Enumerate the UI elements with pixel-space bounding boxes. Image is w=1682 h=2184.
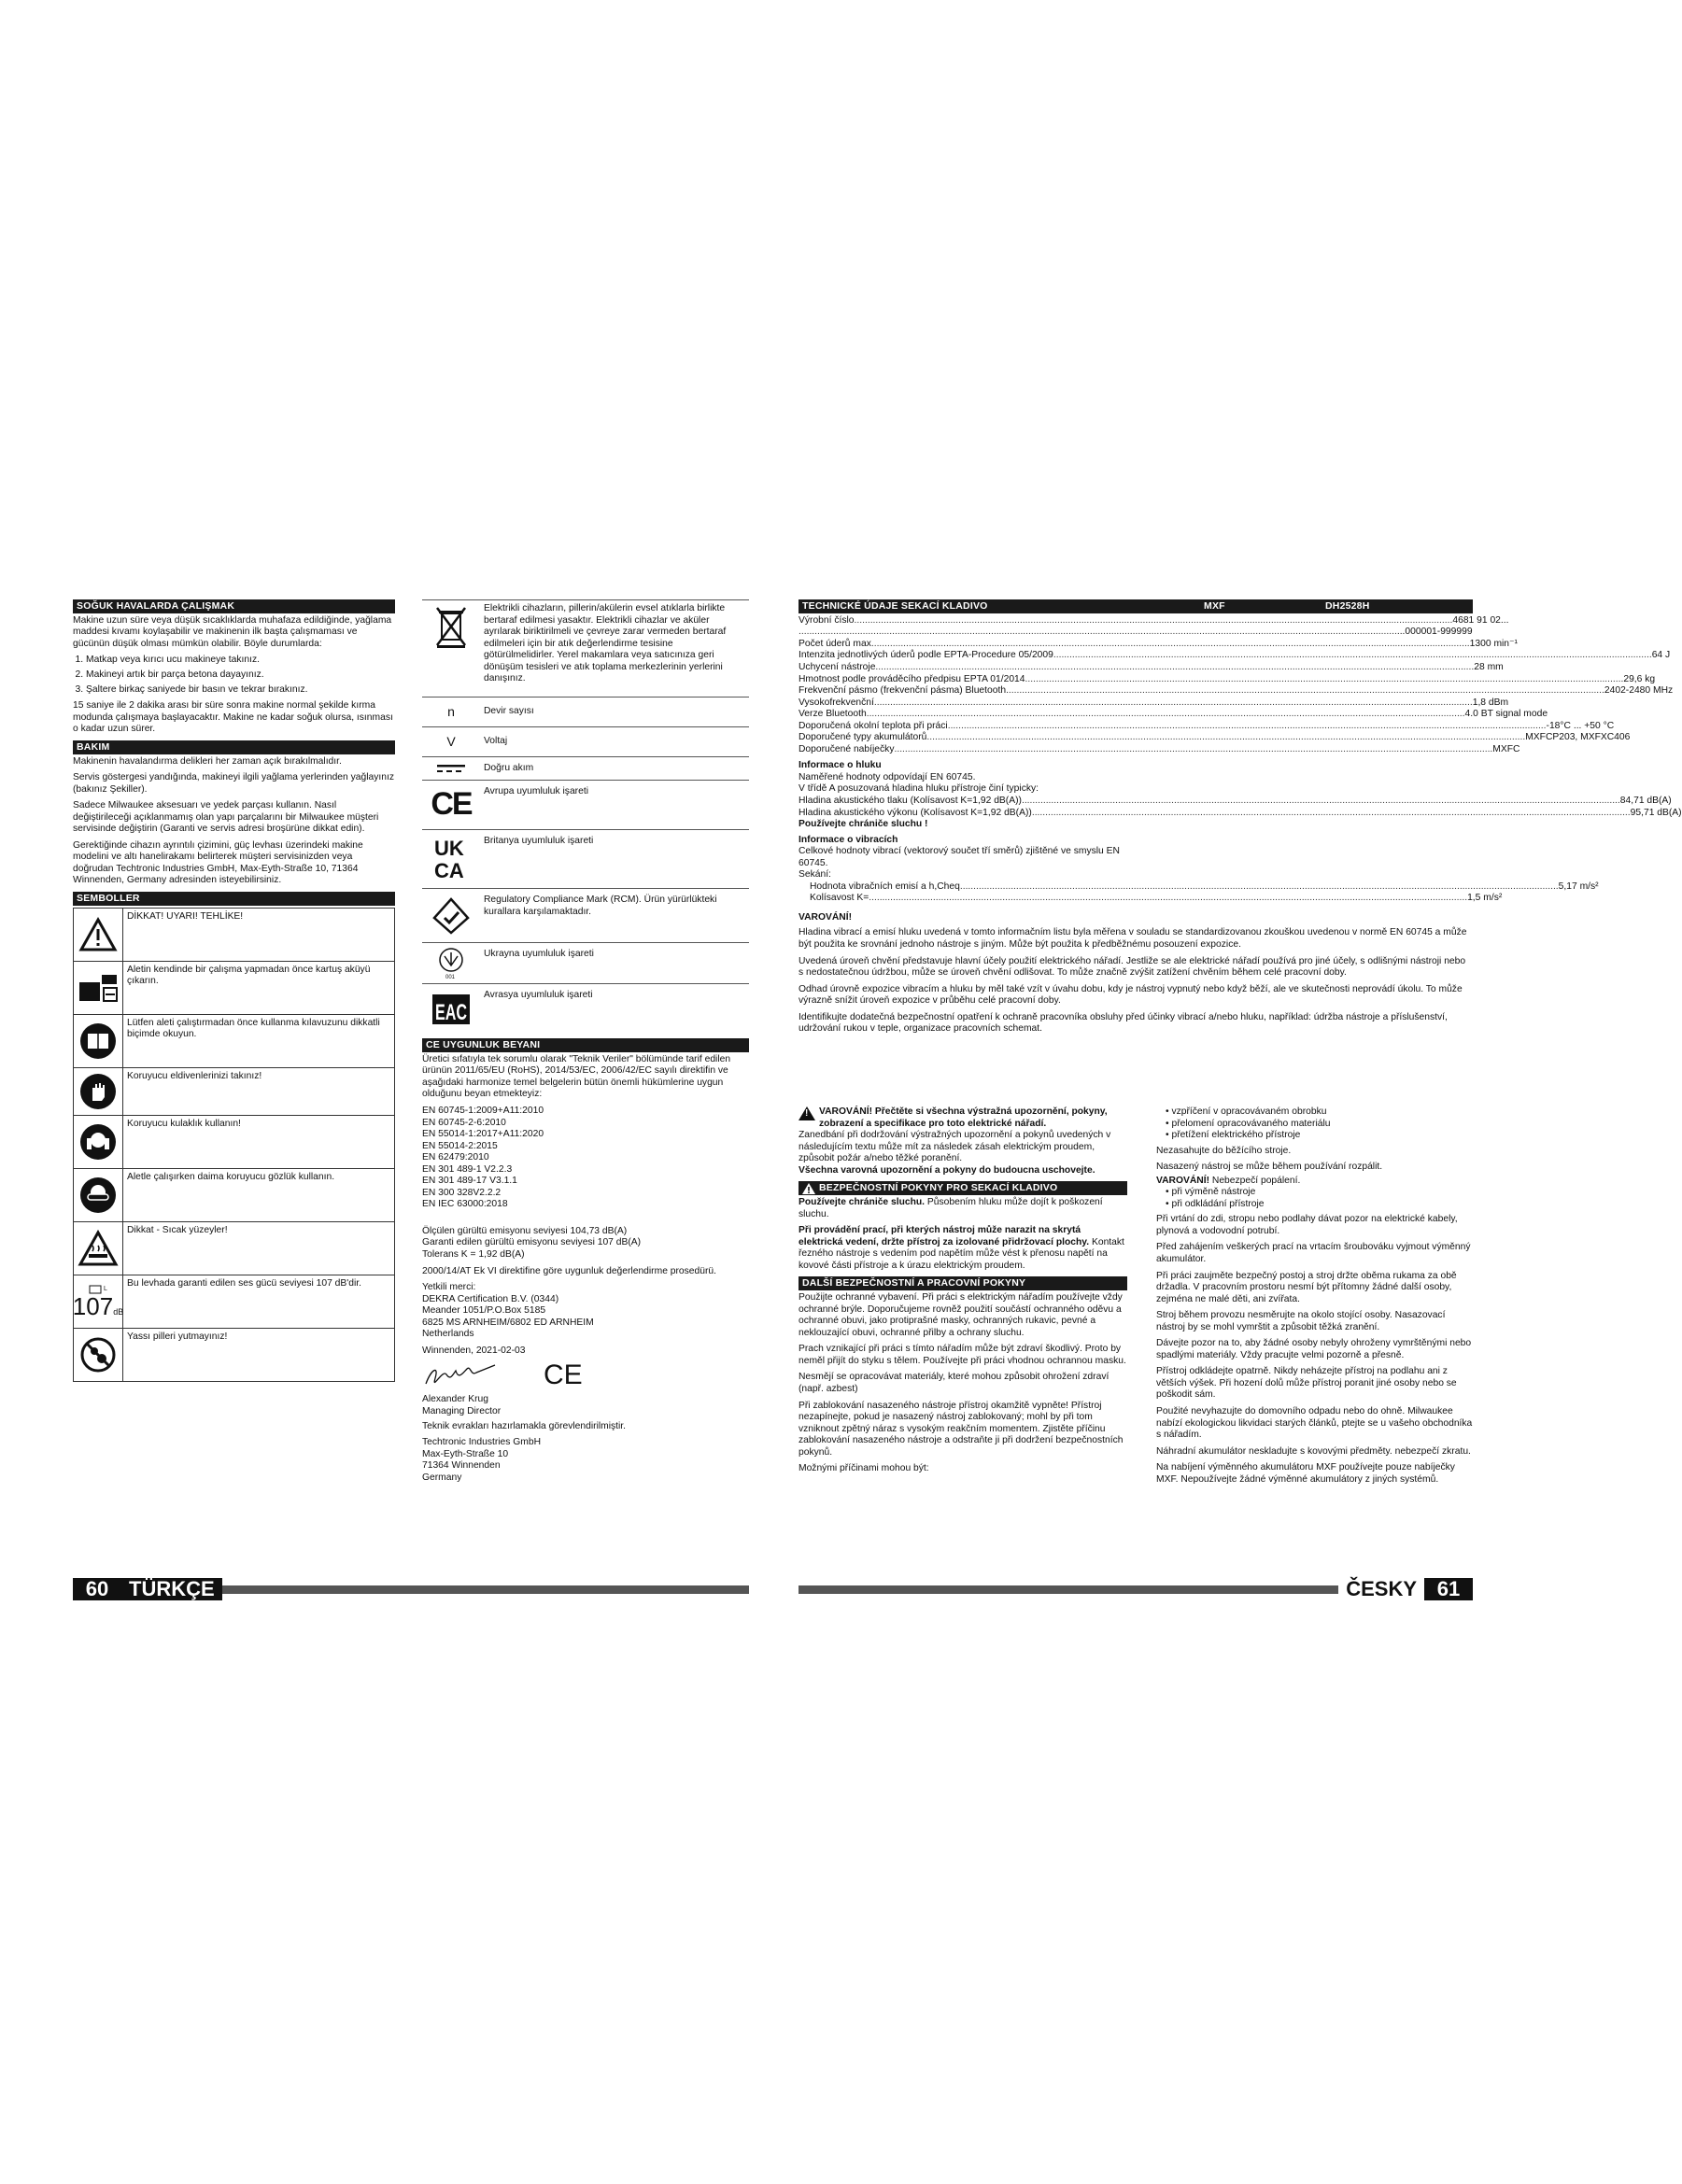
noise-value: 95,71 dB(A) <box>1630 807 1682 818</box>
notified-body <box>422 1282 749 1341</box>
bullet-item: • přelomení opracovávaného materiálu <box>1166 1119 1473 1131</box>
warning-triangle-icon <box>799 1106 815 1120</box>
symbol-text: DİKKAT! UYARI! TEHLİKE! <box>127 910 244 922</box>
read-warning-block <box>799 1106 1127 1130</box>
remove-battery-icon <box>74 962 123 1014</box>
vibration-row <box>799 881 1599 894</box>
vibration-title: Informace o vibracích <box>799 834 898 845</box>
body-line: DEKRA Certification B.V. (0344) <box>422 1293 559 1304</box>
symbol-row <box>422 830 749 889</box>
noise-row <box>799 796 1672 808</box>
symbols-table <box>73 908 395 1382</box>
bullet-item: • vzpříčení v opracovávaném obrobku <box>1166 1106 1473 1119</box>
cold-steps <box>73 655 395 696</box>
direct-current-icon <box>422 757 480 780</box>
standard-item: EN 60745-1:2009+A11:2010 <box>422 1105 544 1116</box>
company-line: Max-Eyth-Straße 10 <box>422 1448 509 1459</box>
tech-value: 28 mm <box>1474 661 1504 672</box>
tech-value: 4.0 BT signal mode <box>1464 709 1548 720</box>
symbol-text: Avrupa uyumluluk işareti <box>484 786 588 796</box>
cold-step: 3. Şaltere birkaç saniyede bir basın ve tekrar bırakınız. <box>86 684 395 697</box>
cold-step: 2. Makineyi artık bir parça betona dayayınız. <box>86 669 395 682</box>
paragraph: Náhradní akumulátor neskladujte s kovovými předměty. nebezpečí zkratu. <box>1156 1445 1471 1457</box>
safety-title: BEZPEČNOSTNÍ POKYNY PRO SEKACÍ KLADIVO <box>819 1182 1058 1194</box>
bullet-item: • přetížení elektrického přístroje <box>1166 1130 1473 1142</box>
tech-value: 4681 91 02... <box>1452 614 1509 626</box>
symbol-row <box>74 1116 394 1169</box>
symbol-text: Devir sayısı <box>484 706 534 716</box>
tech-col-mxf: MXF <box>1204 600 1225 612</box>
vibration-row <box>799 893 1503 905</box>
symbol-text: Dikkat - Sıcak yüzeyler! <box>127 1224 228 1235</box>
standard-item: EN 55014-1:2017+A11:2020 <box>422 1129 544 1140</box>
vibration-line: Celkové hodnoty vibrací (vektorový součet tří směrů) zjištěné ve smyslu EN 60745. <box>799 846 1120 868</box>
body-line: Meander 1051/P.O.Box 5185 <box>422 1305 546 1317</box>
symbol-row <box>422 599 749 697</box>
tech-label: Vysokofrekvenční <box>799 697 874 708</box>
company-line: 71364 Winnenden <box>422 1460 501 1472</box>
symbols-table-2 <box>422 599 749 1035</box>
further-paragraph: Možnými příčinami mohou být: <box>799 1463 929 1474</box>
noise-value: 84,71 dB(A) <box>1619 796 1672 806</box>
warning-paragraph: Odhad úrovně expozice vibracím a hluku by měl také vzít v úvahu dobu, kdy je nástroj vypnutý nebo když běží, ale ve skutečnosti neprovádí úkolu. To může výrazně snížit úroveň expozice v průběhu celé pracovní doby. <box>799 983 1463 1007</box>
ce-mark-icon: CE <box>431 786 472 823</box>
signer-name: Alexander Krug <box>422 1394 488 1405</box>
tech-row <box>799 743 1520 756</box>
ear-bold: Používejte chrániče sluchu. <box>799 1197 926 1208</box>
symbol-row <box>74 1329 394 1382</box>
body-line: 6825 MS ARNHEIM/6802 ED ARNHEIM <box>422 1317 594 1328</box>
sound-label-l: L <box>104 1286 107 1293</box>
bakim-p1: Makinenin havalandırma delikleri her zaman açık bırakılmalıdır. <box>73 755 342 767</box>
section-heading-bakim: BAKIM <box>73 740 395 754</box>
symbol-row <box>422 943 749 984</box>
tech-col-model: DH2528H <box>1325 600 1370 612</box>
tech-label: Doporučené typy akumulátorů <box>799 732 927 743</box>
page-number: 60 <box>73 1578 121 1600</box>
noise-label: Hladina akustického výkonu (Kolísavost K=1,92 dB(A)) <box>799 807 1032 818</box>
tech-label: Frekvenční pásmo (frekvenční pásma) Bluetooth <box>799 685 1007 697</box>
bakim-p4: Gerektiğinde cihazın ayrıntılı çizimini, güç levhası üzerindeki makine modelini ve altı hanelirakamı belirterek müşteri servisinizden veya doğrudan Techtronic Industries GmbH, Max-Eyth-Straße 10, 71364 Winnenden, Germany adresinden isteyebilirsiniz. <box>73 839 363 886</box>
eac-mark-icon <box>422 984 480 1035</box>
further-paragraph: Nesmějí se opracovávat materiály, které mohou způsobit ohrožení zdraví (např. azbest) <box>799 1372 1110 1394</box>
ear-protection-paragraph <box>799 1197 1127 1220</box>
noise-line: V třídě A posuzovaná hladina hluku přístroje činí typicky: <box>799 783 1039 795</box>
burn-warning-text: Nebezpečí popálení. <box>1209 1175 1301 1186</box>
noise-measured: Ölçülen gürültü emisyonu seviyesi 104,73 dB(A) <box>422 1225 628 1236</box>
cold-outro: 15 saniye ile 2 dakika arası bir süre sonra makine normal şekilde kırma modunda çalışmaya başlayacaktır. Makine ne kadar soğuk olursa, ısınması o kadar uzun sürer. <box>73 700 393 735</box>
noise-label: Hladina akustického tlaku (Kolísavost K=1,92 dB(A)) <box>799 796 1022 806</box>
ear-text: Působením hluku může dojít k poškození sluchu. <box>799 1197 1103 1219</box>
goggles-icon <box>74 1169 123 1221</box>
tech-label: Verze Bluetooth <box>799 709 867 720</box>
symbol-row <box>422 889 749 943</box>
paragraph: Při práci zaujměte bezpečný postoj a stroj držte oběma rukama za obě držadla. V pracovním prostoru nesmí být přítomny žádné další osoby, zejména ne malé děti, ani zvířata. <box>1156 1270 1457 1304</box>
read-warning-text: Zanedbání při dodržování výstražných upozornění a pokynů uvedených v následujícím textu může mít za následek zásah elektrickým proudem, způsobit požár a/nebo těžké poranění. <box>799 1130 1111 1164</box>
noise-line: Naměřené hodnoty odpovídají EN 60745. <box>799 771 976 782</box>
sound-level-unit: dB <box>113 1306 124 1317</box>
gloves-icon <box>74 1068 123 1115</box>
standard-item: EN 55014-2:2015 <box>422 1140 498 1151</box>
paragraph: Použité nevyhazujte do domovního odpadu nebo do ohně. Milwaukee nabízí ekologickou likvidaci starých článků, ptejte se u vašeho obchodníka s nářadím. <box>1156 1406 1473 1441</box>
right-tech-block <box>799 599 1682 1040</box>
paragraph: Nasazený nástroj se může během používání rozpálit. <box>1156 1162 1383 1173</box>
symbol-row <box>74 1068 394 1116</box>
vibration-value: 5,17 m/s² <box>1558 881 1599 892</box>
paragraph: Při vrtání do zdi, stropu nebo podlahy dávat pozor na elektrické kabely, plynová a vodovodní potrubí. <box>1156 1214 1458 1236</box>
left-footer <box>73 1578 749 1600</box>
page-language: ČESKY <box>1338 1578 1424 1600</box>
noise-guaranteed: Garanti edilen gürültü emisyonu seviyesi 107 dB(A) <box>422 1237 642 1248</box>
further-paragraph: Při zablokování nasazeného nástroje přístroj okamžitě vypněte! Přístroj nezapínejte, pokud je nasazený nástroj zablokovaný; mohl by při tom vzniknout zpětný náraz s vysokým reakčním momentem. Zjistěte příčinu zablokování nasazeného nástroje a odstraňte ji při dodržení bezpečnostních pokynů. <box>799 1400 1124 1458</box>
tech-value: MXFC <box>1492 743 1520 754</box>
hidden-wires-paragraph <box>799 1225 1127 1272</box>
body-line: Netherlands <box>422 1329 474 1340</box>
warning-paragraph: Hladina vibrací a emisí hluku uvedená v tomto informačním listu byla měřena v souladu se standardizovanou zkouškou uvedenou v normě EN 60745 a může být použita ke srovnání jednoho nástroje s jiným. Může být použita k předběžnému posouzení expozice. <box>799 927 1467 951</box>
read-manual-icon <box>74 1015 123 1067</box>
noise-procedure: 2000/14/AT Ek VI direktifine göre uygunluk değerlendirme prosedürü. <box>422 1265 717 1276</box>
symbol-text: Bu levhada garanti edilen ses gücü seviyesi 107 dB'dir. <box>127 1277 361 1289</box>
paragraph: Dávejte pozor na to, aby žádné osoby nebyly ohroženy vymrštěnými nebo spadlými materiály. Vždy pracujte velmi pozorně a přesně. <box>1156 1338 1472 1360</box>
section-heading-semboller: SEMBOLLER <box>73 892 395 906</box>
tech-row <box>799 673 1656 686</box>
section-heading-ce: CE UYGUNLUK BEYANI <box>422 1038 749 1052</box>
symbol-text: Koruyucu eldivenlerinizi takınız! <box>127 1070 262 1081</box>
section-heading-safety <box>799 1181 1127 1195</box>
symbol-row <box>422 984 749 1035</box>
paragraph: Nezasahujte do běžícího stroje. <box>1156 1145 1292 1156</box>
bullet-list-2 <box>1156 1187 1473 1210</box>
symbol-text: Aletle çalışırken daima koruyucu gözlük kullanın. <box>127 1171 335 1182</box>
read-warning-bold: VAROVÁNÍ! Přečtěte si všechna výstražná upozornění, pokyny, zobrazení a specifikace pro toto elektrické nářadí. <box>819 1106 1108 1129</box>
tech-data-title: TECHNICKÉ ÚDAJE SEKACÍ KLADIVO <box>802 600 988 612</box>
ukca-mark-icon <box>422 830 480 888</box>
hidden-text: Kontakt řezného nástroje s vedením pod napětím může vést k přenosu napětí na kovové části přístroje a k úrazu elektrickým proudem. <box>799 1236 1124 1271</box>
ce-mark: CE <box>544 1360 583 1391</box>
paragraph: Na nabíjení výměnného akumulátoru MXF používejte pouze nabíječky MXF. Nepoužívejte žádné výměnné akumulátory z jiných systémů. <box>1156 1462 1455 1485</box>
warning-triangle-icon <box>74 909 123 961</box>
page-language: TÜRKÇE <box>121 1578 222 1600</box>
symbol-text: Voltaj <box>484 736 508 746</box>
tech-value: -18°C ... +50 °C <box>1546 720 1615 731</box>
tech-label: Intenzita jednotlivých úderů podle EPTA-Procedure 05/2009 <box>799 650 1053 661</box>
sound-level-value: 107 <box>72 1291 114 1320</box>
warning-paragraph: Uvedená úroveň chvění představuje hlavní účely použití elektrického nářadí. Jestliže se ale elektrické nářadí používá pro jiné účely, s odlišnými nástroji nebo s nedostatečnou údržbou, může se úroveň chvění odlišovat. To může značně zvýšit zatížení chvěním během celé pracovní doby. <box>799 955 1466 979</box>
tech-value: 29,6 kg <box>1623 673 1656 684</box>
symbol-row <box>74 1222 394 1275</box>
tech-row <box>799 614 1509 627</box>
left-col-2 <box>422 599 749 1484</box>
authorized-text: Teknik evrakları hazırlamakla görevlendirilmiştir. <box>422 1421 627 1432</box>
left-col-1 <box>73 599 395 1382</box>
paragraph: Stroj během provozu nesměrujte na okolo stojící osoby. Nasazovací nástroj by se mohl vymrštit a způsobit těžká zranění. <box>1156 1310 1446 1332</box>
tech-value: 64 J <box>1651 650 1671 661</box>
tech-row <box>799 685 1674 697</box>
svg-text:001: 001 <box>445 974 456 980</box>
company-line: Techtronic Industries GmbH <box>422 1437 542 1448</box>
tech-table <box>799 614 1682 905</box>
bullet-item: • při výměně nástroje <box>1166 1187 1473 1199</box>
tech-row <box>799 650 1671 662</box>
right-col-a <box>799 1106 1127 1480</box>
no-fire-battery-icon <box>74 1329 123 1381</box>
symbol-text: Regulatory Compliance Mark (RCM). Ürün yürürlükteki kurallara karşılamaktadır. <box>484 895 717 917</box>
company-line: Germany <box>422 1472 462 1483</box>
signer-title: Managing Director <box>422 1405 502 1416</box>
signature-image <box>422 1360 506 1391</box>
declaration-date: Winnenden, 2021-02-03 <box>422 1345 526 1356</box>
hidden-bold: Při provádění prací, při kterých nástroj může narazit na skrytá elektrická vedení, držte přístroj za izolované přidržovací plochy. <box>799 1225 1090 1247</box>
symbol-row <box>422 757 749 781</box>
tech-label: Uchycení nástroje <box>799 661 876 672</box>
svg-text:UK: UK <box>434 837 464 860</box>
noise-ear-warning: Používejte chrániče sluchu ! <box>799 819 928 830</box>
tech-data-header <box>799 599 1473 613</box>
sound-level-icon <box>74 1275 123 1328</box>
burn-warning-bold: VAROVÁNÍ! <box>1156 1175 1210 1186</box>
symbol-row <box>422 727 749 757</box>
signature-row <box>422 1357 749 1394</box>
ukraine-mark-icon <box>422 943 480 983</box>
symbol-row <box>74 962 394 1015</box>
standard-item: EN 60745-2-6:2010 <box>422 1117 506 1128</box>
tech-value: 1,8 dBm <box>1472 697 1509 708</box>
paragraph: Přístroj odkládejte opatrně. Nikdy neházejte přístroj na podlahu ani z větších výšek. Při hození dolů může přístroj poranit jiné osoby nebo se poškodit sám. <box>1156 1366 1457 1401</box>
symbol-row <box>74 1015 394 1068</box>
voltage-icon: V <box>446 733 456 749</box>
standard-item: EN 301 489-1 V2.2.3 <box>422 1163 513 1175</box>
noise-tolerance: Tolerans K = 1,92 dB(A) <box>422 1249 525 1260</box>
further-paragraph: Prach vznikající při práci s tímto nářadím může být zdraví škodlivý. Proto by neměl přijít do styku s tělem. Používejte při práci vhodnou ochrannou masku. <box>799 1344 1126 1366</box>
symbol-text: Lütfen aleti çalıştırmadan önce kullanma kılavuzunu dikkatli biçimde okuyun. <box>127 1017 380 1040</box>
symbol-text: Yassı pilleri yutmayınız! <box>127 1331 228 1342</box>
standard-item: EN IEC 63000:2018 <box>422 1199 508 1210</box>
standard-item: EN 301 489-17 V3.1.1 <box>422 1176 517 1187</box>
tech-label: Doporučené nabíječky <box>799 743 895 754</box>
symbol-text: Britanya uyumluluk işareti <box>484 836 594 846</box>
hot-surface-icon <box>74 1222 123 1275</box>
symbol-text: Doğru akım <box>484 763 534 773</box>
tech-row <box>799 627 1473 639</box>
tech-row <box>799 720 1615 733</box>
warning-triangle-icon <box>802 1183 815 1194</box>
symbol-row <box>74 909 394 962</box>
tech-value: 2402-2480 MHz <box>1604 685 1674 697</box>
cold-step: 1. Matkap veya kırıcı ucu makineye takınız. <box>86 655 395 667</box>
tech-row <box>799 661 1504 674</box>
vibration-label: Kolísavost K= <box>810 893 869 904</box>
tech-value: MXFCP203, MXFXC406 <box>1525 732 1631 743</box>
vibration-label: Hodnota vibračních emisí a h,Cheq <box>810 881 960 892</box>
read-warning-keep: Všechna varovná upozornění a pokyny do budoucna uschovejte. <box>799 1164 1095 1176</box>
crossed-bin-icon <box>422 600 480 697</box>
bullet-list-1 <box>1156 1106 1473 1142</box>
symbol-text: Aletin kendinde bir çalışma yapmadan önce kartuş aküyü çıkarın. <box>127 964 371 987</box>
right-footer <box>799 1578 1473 1600</box>
symbol-row <box>74 1169 394 1222</box>
ce-intro: Üretici sıfatıyla tek sorumlu olarak "Teknik Veriler" bölümünde tarif edilen ürünün 2011/65/EU (RoHS), 2014/53/EC, 2006/42/EC sayılı direktifin ve aşağıdaki harmonize temel belgelerin bütün önemli hükümlerine uygun olduğunu beyan etmekteyiz: <box>422 1053 731 1100</box>
noise-row <box>799 807 1682 820</box>
tech-value: ...000001-999999 <box>1396 627 1473 638</box>
bullet-item: • při odkládání přístroje <box>1166 1199 1473 1211</box>
tech-label: Počet úderů max <box>799 638 871 649</box>
tech-row <box>799 732 1631 744</box>
vibration-value: 1,5 m/s² <box>1467 893 1503 904</box>
bakim-p2: Servis göstergesi yandığında, makineyi ilgili yağlama yerlerinden yağlayınız (bakınız Şekiller). <box>73 772 394 795</box>
body-line: Yetkili merci: <box>422 1282 476 1293</box>
symbol-row <box>422 781 749 830</box>
rcm-mark-icon <box>422 889 480 942</box>
vibration-line: Sekání: <box>799 869 831 881</box>
symbol-text: Avrasya uyumluluk işareti <box>484 990 593 1000</box>
tech-label: Výrobní číslo <box>799 614 855 626</box>
symbol-row <box>74 1275 394 1329</box>
further-paragraph: Použijte ochranné vybavení. Při práci s elektrickým nářadím používejte vždy ochranné brýle. Doporučujeme rovněž použití součástí ochranného oděvu a ochranné obuvi, jako protiprašné masky, ochranných rukavic, pevné a neklouzající obuvi, ochranné přilby a ochrany sluchu. <box>799 1292 1123 1338</box>
standard-item: EN 62479:2010 <box>422 1152 489 1163</box>
section-heading-cold: SOĞUK HAVALARDA ÇALIŞMAK <box>73 599 395 613</box>
noise-info-title: Informace o hluku <box>799 760 882 771</box>
tech-row <box>799 638 1518 651</box>
weee-text: Elektrikli cihazların, pillerin/akülerin evsel atıklarla birlikte bertaraf edilmesi yasaktır. Elektrikli cihazlar ve aküler ayrılarak biriktirilmeli ve çevreye zarar vermeden bertaraf edilmeleri için bir atık değerlendirme tesisine götürülmelidirler. Yerel makamlara veya satıcınıza geri dönüşüm tesisleri ve atık toplama merkezlerinin yerlerini danışınız. <box>484 603 727 684</box>
symbol-row <box>422 697 749 727</box>
tech-row <box>799 697 1509 710</box>
svg-text:CA: CA <box>434 859 464 882</box>
ear-protection-icon <box>74 1116 123 1168</box>
cold-intro: Makine uzun süre veya düşük sıcaklıklarda muhafaza edildiğinde, yağlama maddesi kıvamı koylaşabilir ve makinenin ilk başta çalışmaması ve gücünün düşük olması mümkün olabilir. Böyle durumlarda: <box>73 614 392 649</box>
symbol-text: Ukrayna uyumluluk işareti <box>484 949 594 959</box>
page-number: 61 <box>1424 1578 1473 1600</box>
standards-list <box>422 1106 749 1211</box>
symbol-text: Koruyucu kulaklık kullanın! <box>127 1118 241 1129</box>
burn-warning <box>1156 1176 1473 1188</box>
tech-value: 1300 min⁻¹ <box>1469 638 1518 649</box>
tech-label: Hmotnost podle prováděcího předpisu EPTA 01/2014 <box>799 673 1025 684</box>
right-col-b <box>1156 1106 1473 1490</box>
paragraph: Před zahájením veškerých prací na vrtacím šroubováku vyjmout výměnný akumulátor. <box>1156 1242 1471 1265</box>
warning-paragraph: Identifikujte dodatečná bezpečnostní opatření k ochraně pracovníka obsluhy před účinky vibrací a/nebo hluku, například: údržba nástroje a příslušenství, udržování rukou v teple, organizace pracovních schemat. <box>799 1011 1448 1035</box>
rpm-icon: n <box>447 703 455 719</box>
standard-item: EN 300 328V2.2.2 <box>422 1187 502 1198</box>
tech-label: Doporučená okolní teplota při práci <box>799 720 948 731</box>
warning-heading: VAROVÁNÍ! <box>799 911 853 923</box>
bakim-p3: Sadece Milwaukee aksesuarı ve yedek parçası kullanın. Nasıl değiştirileceği açıklanmamış olan yapı parçalarını bir Milwaukee müşteri servisinde değiştirin (Garanti ve servis adresi broşürüne dikkat edin). <box>73 800 379 835</box>
svg-text:EAC: EAC <box>435 1000 467 1025</box>
section-heading-further: DALŠÍ BEZPEČNOSTNÍ A PRACOVNÍ POKYNY <box>799 1276 1127 1290</box>
tech-row <box>799 709 1548 721</box>
